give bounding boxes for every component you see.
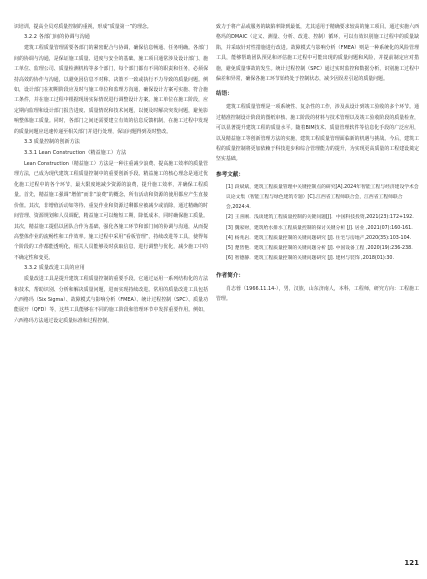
reference-item: [216, 224, 419, 234]
paragraph: 识培训，提高全员对质量控制的重视，形成“质量第一”的理念。: [14, 24, 152, 30]
author-bio: 肖志蓉（1966.11.14-），男，汉族，山东济南人，本科，工程师，研究方向：工程施工管理。: [216, 285, 419, 302]
paragraph: Lean Construction（精益施工）方法是一种注重减少浪费、提高施工效率的质量管理方法，已成为现代建筑工程质量控制中的重要创新手段。精益施工的核心理念是通过优化施工过程中的各个环节，最大限度地减少资源的浪费，提升施工效率，并确保工程质量。首先，精益施工强调“增值”而非“浪费”的概念，所有活动和资源的使用都应产生直接价值。其次，非增值活动如等待、重复作业和资源过剩都应被减少或消除，通过精确的时间管理、资源规划和人员调配，精益施工可以缩短工期，降低成本，同时确保施工质量。其次，精益施工提倡以团队合作为基础，强化各施工环节和部门间的协调与沟通，从而提高整体作业的流畅性和工作效率。施工过程中采用“看板管理”，持续改进等工具，使得每个阶段的工作都能透明化，相关人员能够及时获取信息，进行调整与优化，减少施工中的不确定性和变更。: [14, 161, 208, 261]
reference-number: [5]: [226, 246, 233, 252]
reference-number: [2]: [226, 215, 233, 221]
reference-number: [1]: [226, 184, 233, 190]
reference-text: 段斌斌，建筑工程质量管理中关键控制点的研究[A].2024年智能工程与经济建设学术会议论文集（智能工程与绿色建筑专题）[C].江西省工程师联合会，江西省工程师联合会,2024:4.: [226, 184, 419, 211]
section-heading: 3.3.1 Lean Construction（精益施工）方法: [24, 150, 127, 157]
reference-item: [216, 213, 419, 223]
reference-list: [216, 183, 419, 265]
reference-number: [3]: [226, 225, 233, 231]
reference-item: [216, 183, 419, 214]
references-heading: 参考文献：: [216, 171, 244, 178]
section-heading: 3.3.2 质量改进工具的应用: [24, 265, 85, 272]
reference-text: 王喜刚．浅谈建筑工程质量控制的关键问题[J]．中国科技投资,2021(23):172+192.: [234, 215, 414, 221]
reference-item: [216, 234, 419, 244]
reference-text: 杨兆岩．建筑工程质量控制的关键问题研究 [J]. 住宅与房地产,2020(35):103-104.: [234, 235, 412, 241]
author-heading: 作者简介：: [216, 272, 244, 279]
paragraph: 质量改进工具是提升建筑工程质量控制的重要手段。它通过运用一系列结构化的方法和技术，帮助识别、分析和解决质量问题，进而实现持续改进。常用的质量改进工具包括六西格玛（Six Sigma）、故障模式与影响分析（FMEA）、统计过程控制（SPC）、质量功能展开（QFD）等，这些工具能够在不同的施工阶段和管理环节中发挥重要作用。例如，六西格玛方法通过设定质量标准和过程控制，: [14, 276, 208, 324]
reference-number: [6]: [226, 256, 233, 262]
left-column: [0, 0, 208, 326]
reference-text: 智德静．建筑工程质量控制的关键问题研究 [J]. 建材与装饰 ,2018(01):30.: [234, 256, 395, 262]
section-heading: 3.3 质量控制的创新方法: [24, 139, 80, 146]
reference-text: 魏家财，建筑给水排水工程质量控制的探讨关键分析 [J]. 居业 ,2021(07):160-161.: [234, 225, 413, 231]
paragraph: 致力于将产品或服务的缺陷率降到最低，尤其适用于精确要求较高的施工项目。通过实施六西格玛的DMAIC（定义、测量、分析、改进、控制）循环，可以有效识别施工过程中的质量缺陷，并采取针对性措施进行改进。故障模式与影响分析（FMEA）则是一种系统化的风险管理工具，能够帮助团队预见和评估施工过程中可能出现的质量问题和风险，并提前制定应对措施，避免质量事故的发生。统计过程控制（SPC）通过实时监控和数据分析，识别施工过程中偏差和异常，确保各施工环节始终处于控制状态，减少因误差引起的质量问题。: [216, 24, 419, 83]
paragraph: 建筑工程质量管理需要各部门的紧密配合与协调，确保信息畅通、任务明确。各部门间的协调与沟通，是保证施工质量、进度与安全的基础。施工项目通常涉及设计部门、施工单位、监理公司、质量检测机构等多个部门，每个部门都有不同的职责和任务，必须保持高效的协作与沟通，以避免因信息不对称、决策不一致或执行不力导致的质量问题。例如，设计部门在初期阶段应及时与施工单位和监理方沟通，确保设计方案可实施、符合施工条件，并在施工过程中根据现场实际情况进行调整设计方案。施工单位在施工阶段，应定期向监理和设计部门报告进度、质量情况和技术问题，以便及时解决突发问题，避免影响整体施工质量。同时，各部门之间还需要建立有效的信息反馈机制，在施工过程中发现的质量问题应迅速传递至相关部门并进行处理，保证问题得到及时整改。: [14, 45, 208, 135]
right-column: [216, 0, 419, 304]
reference-item: [216, 254, 419, 264]
conclusion-heading: 结语：: [216, 91, 233, 98]
reference-text: 楚皆艳．建筑工程质量控制的关键问题分析 [J]. 中国设备工程 ,2020(19):236-238.: [234, 246, 413, 252]
page-number: 121: [404, 559, 419, 567]
section-heading: 3.2.2 各部门间的协调与沟通: [24, 34, 90, 41]
paragraph: 建筑工程质量管理是一项系统性、复杂性的工作，涉及从设计到竣工验收的多个环节。通过精准控制设计阶段的图纸审核、施工阶段的材料与技术管理以及竣工验收阶段的质量检查，可以显著提升建筑工程的质量水平。随着BIM技术、质量管理软件等信息化手段的广泛应用，以及精益施工等创新管理方法的实施，建筑工程质量管理面临新的机遇与挑战。今后，建筑工程的质量控制将更加依赖于科技进步和综合管理能力的提升，为实现更高质量的工程建设奠定坚实基础。: [216, 104, 419, 163]
reference-item: [216, 244, 419, 254]
reference-number: [4]: [226, 235, 233, 241]
